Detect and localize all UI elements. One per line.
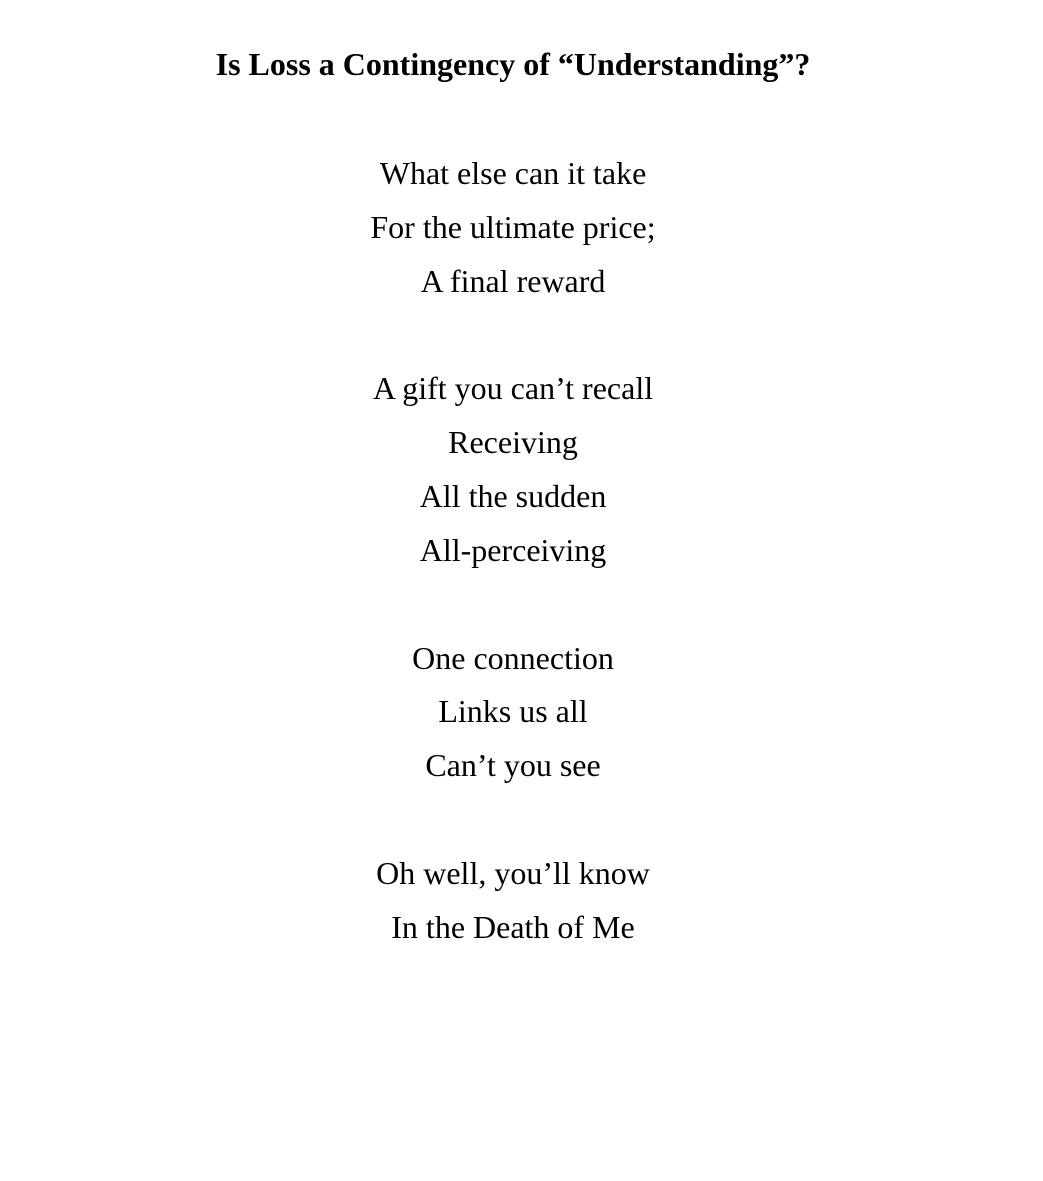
poem-body [0,147,1026,1009]
poem-line: All the sudden [419,477,607,514]
stanza-4 [0,847,1026,955]
poem-line: One connection [412,639,614,676]
poem-line: Receiving [448,424,578,461]
poem-line: In the Death of Me [391,908,635,945]
poem-line: Can’t you see [425,747,601,784]
stanza-2 [0,362,1026,577]
stanza-1 [0,147,1026,308]
stanza-3 [0,632,1026,793]
poem-line: A gift you can’t recall [372,370,654,407]
poem-line: A final reward [420,262,606,299]
poem-line: Oh well, you’ll know [376,854,650,891]
poem-line: Links us all [438,693,588,730]
poem-title: Is Loss a Contingency of “Understanding”? [215,46,811,82]
poem-line: All-perceiving [419,531,607,568]
poem-line: What else can it take [379,155,647,191]
poem-line: For the ultimate price; [370,208,656,245]
